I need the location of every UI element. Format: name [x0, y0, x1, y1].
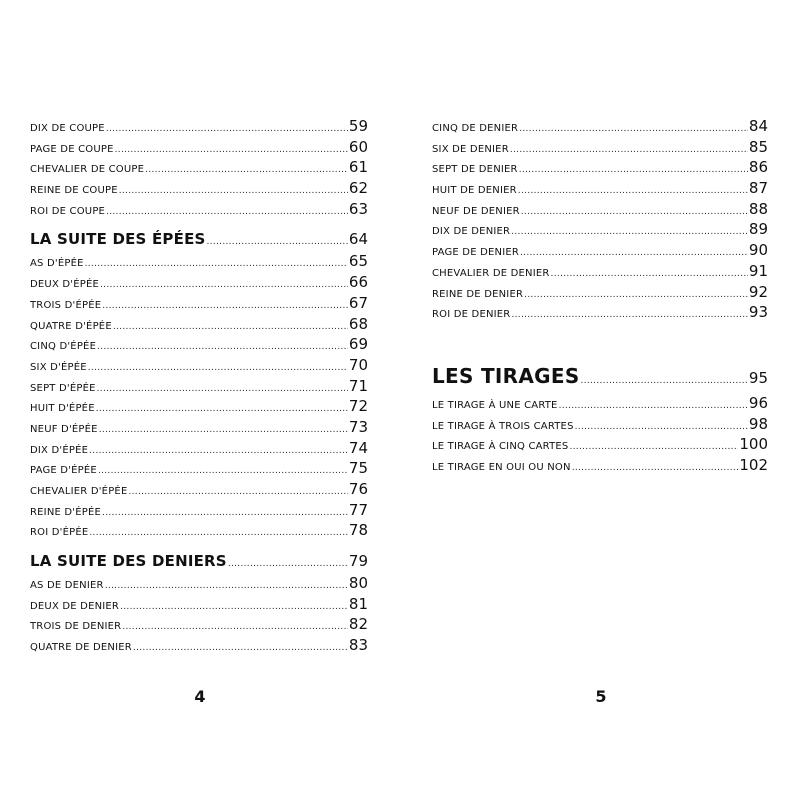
- toc-entry-label: QUATRE DE DENIER: [30, 642, 132, 654]
- toc-entry-label: DEUX D'ÉPÉE: [30, 279, 100, 291]
- toc-entry-page: 76: [348, 480, 368, 498]
- toc-entry-label: REINE DE DENIER: [432, 288, 524, 300]
- toc-entry-page: 102: [739, 456, 768, 475]
- toc-entry[interactable]: [30, 615, 368, 636]
- dot-leader: [115, 145, 348, 155]
- toc-entry-page: 83: [348, 636, 368, 655]
- toc-entry[interactable]: [30, 377, 368, 398]
- toc-entry[interactable]: [30, 521, 368, 542]
- toc-entry-page: 74: [348, 438, 368, 457]
- toc-entry[interactable]: [432, 394, 768, 415]
- toc-group-deniers-cont: [432, 117, 768, 324]
- toc-entry[interactable]: [30, 480, 368, 501]
- toc-entry-label: CINQ D'ÉPÉE: [30, 341, 97, 353]
- toc-entry-label: PAGE DE COUPE: [30, 143, 114, 155]
- dot-leader: [120, 602, 348, 612]
- toc-entry-label: REINE D'ÉPÉE: [30, 506, 102, 518]
- dot-leader: [100, 280, 348, 290]
- toc-entry[interactable]: [30, 574, 368, 595]
- toc-entry[interactable]: [30, 294, 368, 315]
- toc-section-deniers[interactable]: [30, 552, 368, 574]
- toc-entry-page: 85: [748, 137, 768, 156]
- toc-entry-page: 81: [348, 594, 368, 613]
- dot-leader: [102, 508, 348, 518]
- dot-leader: [133, 643, 348, 653]
- dot-leader: [98, 466, 348, 476]
- toc-section-epees[interactable]: [30, 230, 368, 252]
- toc-entry[interactable]: [432, 200, 768, 221]
- toc-entry[interactable]: [432, 220, 768, 241]
- toc-entry-label: ROI DE DENIER: [432, 309, 511, 321]
- toc-entry[interactable]: [30, 179, 368, 200]
- dot-leader: [105, 581, 348, 591]
- toc-entry-page: 60: [348, 137, 368, 156]
- toc-entry-page: 70: [348, 355, 368, 374]
- toc-entry-page: 78: [348, 521, 368, 540]
- toc-entry-page: 88: [748, 199, 768, 218]
- toc-entry-page: 67: [348, 293, 368, 312]
- toc-entry-page: 86: [748, 158, 768, 177]
- toc-entry-page: 71: [348, 376, 368, 395]
- toc-entry-label: QUATRE D'ÉPÉE: [30, 320, 112, 332]
- toc-entry-page: 84: [748, 117, 768, 135]
- dot-leader: [145, 165, 348, 175]
- section-page: 79: [348, 552, 368, 571]
- toc-entry-label: NEUF D'ÉPÉE: [30, 423, 98, 435]
- toc-entry[interactable]: [30, 459, 368, 480]
- toc-entry-page: 63: [348, 199, 368, 218]
- toc-entry-page: 87: [748, 179, 768, 198]
- dot-leader: [520, 248, 748, 258]
- dot-leader: [559, 401, 748, 411]
- toc-entry-label: DEUX DE DENIER: [30, 600, 120, 612]
- page-number-left: 4: [194, 687, 206, 706]
- toc-group-deniers: [30, 574, 368, 657]
- dot-leader: [89, 446, 348, 456]
- toc-entry-label: LE TIRAGE À TROIS CARTES: [432, 420, 574, 432]
- toc-entry-label: DIX DE COUPE: [30, 123, 105, 134]
- toc-entry-page: 82: [348, 615, 368, 634]
- dot-leader: [119, 186, 348, 196]
- toc-entry-label: SIX DE DENIER: [432, 143, 509, 155]
- toc-entry[interactable]: [432, 117, 768, 138]
- dot-leader: [569, 442, 738, 452]
- toc-entry-page: 68: [348, 314, 368, 333]
- toc-entry[interactable]: [432, 179, 768, 200]
- dot-leader: [102, 301, 348, 311]
- toc-entry-page: 90: [748, 241, 768, 260]
- toc-entry[interactable]: [30, 117, 368, 138]
- dot-leader: [207, 237, 348, 247]
- dot-leader: [106, 207, 348, 217]
- toc-entry-page: 72: [348, 397, 368, 416]
- dot-leader: [519, 165, 748, 175]
- dot-leader: [511, 310, 747, 320]
- toc-entry-label: ROI DE COUPE: [30, 205, 106, 217]
- dot-leader: [519, 124, 748, 134]
- toc-entry-label: LE TIRAGE À UNE CARTE: [432, 400, 558, 411]
- section-page: 64: [348, 230, 368, 249]
- dot-leader: [106, 124, 348, 134]
- dot-leader: [572, 463, 739, 473]
- toc-entry-page: 96: [748, 394, 768, 412]
- page-number-right: 5: [595, 687, 607, 706]
- toc-entry[interactable]: [30, 252, 368, 273]
- toc-entry-page: 61: [348, 158, 368, 177]
- toc-entry-label: SEPT D'ÉPÉE: [30, 382, 96, 394]
- toc-entry[interactable]: [432, 138, 768, 159]
- toc-entry[interactable]: [30, 273, 368, 294]
- toc-entry[interactable]: [30, 595, 368, 616]
- dot-leader: [581, 376, 748, 386]
- toc-entry-page: 80: [348, 574, 368, 593]
- toc-group-coupe: [30, 117, 368, 220]
- toc-entry[interactable]: [30, 418, 368, 439]
- toc-entry[interactable]: [432, 303, 768, 324]
- toc-entry-page: 75: [348, 459, 368, 478]
- toc-entry[interactable]: [432, 158, 768, 179]
- toc-entry-label: REINE DE COUPE: [30, 185, 118, 197]
- dot-leader: [521, 207, 748, 217]
- toc-entry[interactable]: [432, 415, 768, 436]
- left-page-toc: [30, 117, 368, 657]
- right-page-tirages: [432, 364, 768, 477]
- section-title: LA SUITE DES DENIERS: [30, 552, 227, 571]
- dot-leader: [575, 422, 748, 432]
- toc-group-epees: [30, 252, 368, 542]
- section-page: 95: [748, 369, 768, 387]
- toc-entry[interactable]: [30, 138, 368, 159]
- toc-entry-label: LE TIRAGE À CINQ CARTES: [432, 441, 569, 453]
- toc-entry-label: TROIS D'ÉPÉE: [30, 299, 102, 311]
- dot-leader: [122, 622, 348, 632]
- section-title: LA SUITE DES ÉPÉES: [30, 230, 206, 249]
- toc-entry-label: NEUF DE DENIER: [432, 205, 520, 217]
- right-page-toc: [432, 117, 768, 324]
- toc-group-tirages: [432, 394, 768, 477]
- toc-entry[interactable]: [432, 283, 768, 304]
- dot-leader: [128, 487, 347, 497]
- toc-entry-label: SIX D'ÉPÉE: [30, 361, 87, 373]
- dot-leader: [89, 528, 348, 538]
- toc-entry-page: 93: [748, 303, 768, 322]
- toc-entry-label: CHEVALIER D'ÉPÉE: [30, 486, 128, 497]
- toc-entry-page: 69: [348, 335, 368, 354]
- toc-entry[interactable]: [432, 262, 768, 283]
- dot-leader: [85, 259, 348, 269]
- toc-entry-label: DIX DE DENIER: [432, 226, 511, 238]
- dot-leader: [88, 363, 348, 373]
- dot-leader: [524, 290, 748, 300]
- toc-entry[interactable]: [30, 356, 368, 377]
- toc-entry-page: 59: [348, 117, 368, 135]
- toc-entry-label: AS D'ÉPÉE: [30, 258, 84, 270]
- toc-entry-label: DIX D'ÉPÉE: [30, 444, 89, 456]
- toc-entry-page: 66: [348, 273, 368, 292]
- toc-entry[interactable]: [30, 335, 368, 356]
- dot-leader: [97, 342, 348, 352]
- dot-leader: [510, 145, 748, 155]
- toc-entry-page: 62: [348, 179, 368, 198]
- toc-entry-page: 92: [748, 282, 768, 301]
- toc-entry[interactable]: [30, 501, 368, 522]
- toc-entry-label: CHEVALIER DE DENIER: [432, 267, 550, 279]
- dot-leader: [518, 186, 748, 196]
- dot-leader: [511, 227, 748, 237]
- toc-entry-label: AS DE DENIER: [30, 580, 104, 592]
- toc-entry-label: ROI D'ÉPÉE: [30, 527, 89, 539]
- toc-entry[interactable]: [30, 397, 368, 418]
- toc-entry-label: CINQ DE DENIER: [432, 123, 519, 134]
- dot-leader: [99, 425, 348, 435]
- toc-entry[interactable]: [432, 241, 768, 262]
- toc-entry-page: 65: [348, 252, 368, 271]
- toc-entry-page: 100: [739, 435, 768, 454]
- dot-leader: [551, 269, 748, 279]
- toc-entry-label: PAGE DE DENIER: [432, 247, 520, 259]
- toc-entry-page: 89: [748, 220, 768, 239]
- section-title: LES TIRAGES: [432, 364, 580, 388]
- toc-entry-label: TROIS DE DENIER: [30, 621, 122, 633]
- dot-leader: [97, 384, 348, 394]
- toc-entry-label: HUIT D'ÉPÉE: [30, 403, 95, 415]
- toc-entry[interactable]: [30, 439, 368, 460]
- toc-entry-label: SEPT DE DENIER: [432, 164, 518, 176]
- toc-entry-page: 98: [748, 414, 768, 433]
- toc-entry-label: CHEVALIER DE COUPE: [30, 164, 145, 176]
- toc-entry-page: 77: [348, 500, 368, 519]
- dot-leader: [96, 404, 348, 414]
- toc-entry-label: PAGE D'ÉPÉE: [30, 465, 97, 477]
- toc-entry[interactable]: [30, 636, 368, 657]
- toc-entry-page: 91: [748, 261, 768, 280]
- toc-entry[interactable]: [432, 456, 768, 477]
- toc-entry[interactable]: [30, 315, 368, 336]
- dot-leader: [113, 322, 348, 332]
- toc-entry-label: HUIT DE DENIER: [432, 185, 517, 197]
- toc-entry[interactable]: [30, 200, 368, 221]
- toc-section-tirages[interactable]: [432, 364, 768, 394]
- dot-leader: [228, 559, 348, 569]
- toc-entry-page: 73: [348, 417, 368, 436]
- toc-entry[interactable]: [30, 158, 368, 179]
- toc-entry-label: LE TIRAGE EN OUI OU NON: [432, 462, 571, 474]
- toc-entry[interactable]: [432, 435, 768, 456]
